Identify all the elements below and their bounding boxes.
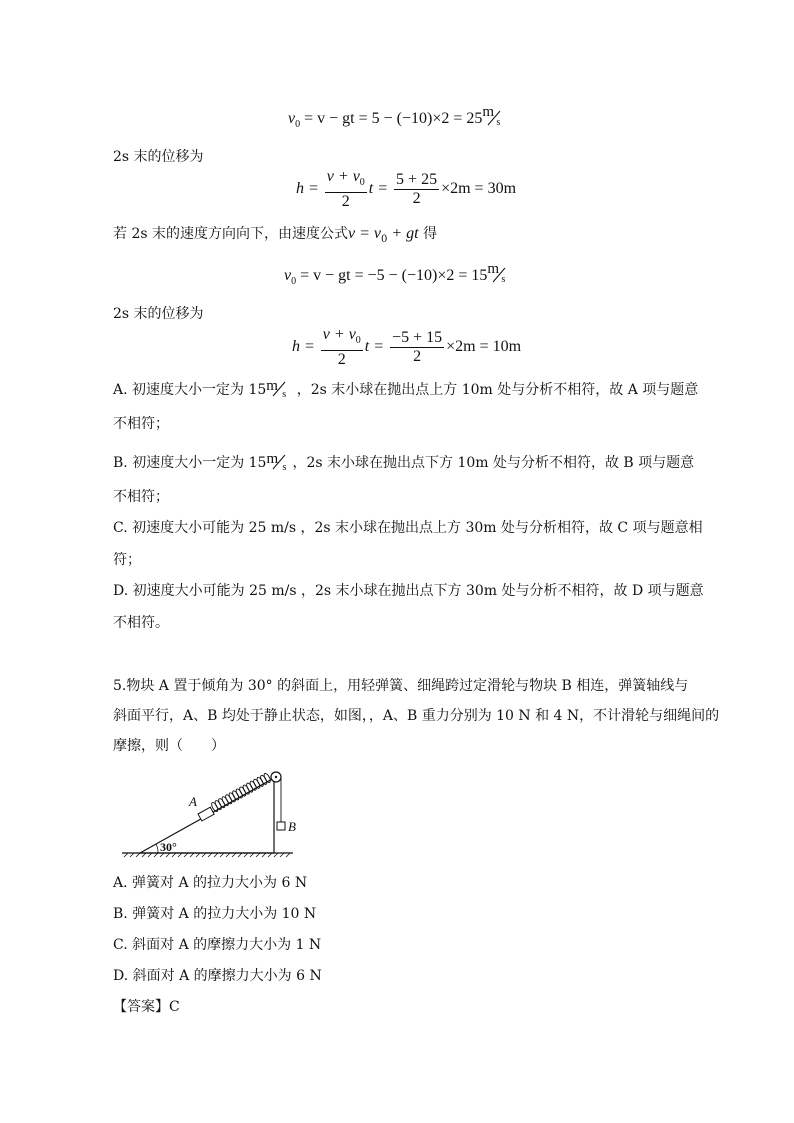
question-5-line-2: 斜面平行，A、B 均处于静止状态，如图，，A、B 重力分别为 10 N 和 4 N，不计滑轮与细绳间的 <box>113 708 720 724</box>
incline-pulley-figure <box>118 764 298 859</box>
condition-line: 若 2s 末的速度方向向下，由速度公式$v = v_0$ + gt 得 <box>113 225 438 245</box>
angle-label: 30° <box>160 840 177 854</box>
label-b: B <box>288 819 296 834</box>
block-a <box>198 807 214 821</box>
option-q5-b: B. 弹簧对 A 的拉力大小为 10 N <box>113 906 317 922</box>
unit-m-per-s: m s <box>487 261 506 285</box>
displacement-label-1: 2s 末的位移为 <box>113 149 204 165</box>
equation-displacement-10m: h = $\frac{v + v_0}{2}$ t = $\frac{-5 + 15}{2}$ ×2m = 10m <box>292 326 522 368</box>
option-q4-d: D. 初速度大小可能为 25 m/s ，2s 末小球在抛出点下方 30m 处与分析不相符，故 D 项与题意 <box>113 583 704 599</box>
displacement-label-2: 2s 末的位移为 <box>113 306 204 322</box>
option-q4-c-cont: 符； <box>113 552 141 568</box>
fraction: $\frac{5 + 25}{2}$ <box>396 171 438 207</box>
fraction: $\frac{v + v_0}{2}$ <box>322 326 361 368</box>
option-q4-a-cont: 不相符； <box>113 416 169 432</box>
eq-body: = v − gt = 5 − (−10)×2 = 25 <box>300 110 483 127</box>
fraction: $\frac{-5 + 15}{2}$ <box>392 329 443 365</box>
option-q5-c: C. 斜面对 A 的摩擦力大小为 1 N <box>113 937 322 953</box>
question-5-line-3: 摩擦，则（ ） <box>113 738 225 754</box>
equation-displacement-30m: h = $\frac{v + v_0}{2}$ t = $\frac{5 + 25}{2}$ ×2m = 30m <box>296 168 517 210</box>
question-5-line-1: 5.物块 A 置于倾角为 30° 的斜面上，用轻弹簧、细绳跨过定滑轮与物块 B 相连，弹簧轴线与 <box>113 678 689 694</box>
answer: 【答案】C <box>113 999 180 1015</box>
option-q4-c: C. 初速度大小可能为 25 m/s ，2s 末小球在抛出点上方 30m 处与分析相符，故 C 项与题意相 <box>113 520 703 536</box>
unit-m-per-s: m s <box>266 378 287 400</box>
equation-initial-velocity-15: $v_0 = v$ − gt = −5 − (−10)×2 = 15 m s <box>284 264 509 287</box>
eq-var-v: v <box>288 110 296 127</box>
unit-m-per-s: m s <box>482 104 501 128</box>
angle-arc <box>156 844 158 853</box>
eq-subscript: 0 <box>295 119 301 130</box>
option-q4-b: B. 初速度大小一定为 15 m s ，2s 末小球在抛出点下方 10m 处与分析不相符，故 B 项与题意 <box>113 451 695 473</box>
label-a: A <box>189 794 197 809</box>
option-q4-d-cont: 不相符。 <box>113 615 169 631</box>
equation-initial-velocity-25 <box>288 104 504 130</box>
option-q4-a: A. 初速度大小一定为 15 m s ，2s 末小球在抛出点上方 10m 处与分析不相符，故 A 项与题意 <box>113 378 699 400</box>
spring <box>210 773 271 813</box>
option-q4-b-cont: 不相符； <box>113 489 169 505</box>
option-q5-d: D. 斜面对 A 的摩擦力大小为 6 N <box>113 968 322 984</box>
option-q5-a: A. 弹簧对 A 的拉力大小为 6 N <box>113 875 308 891</box>
unit-m-per-s: m s <box>266 451 287 473</box>
block-b <box>277 822 285 830</box>
fraction: $\frac{v + v_0}{2}$ <box>326 168 365 210</box>
pulley-axle <box>275 776 277 778</box>
